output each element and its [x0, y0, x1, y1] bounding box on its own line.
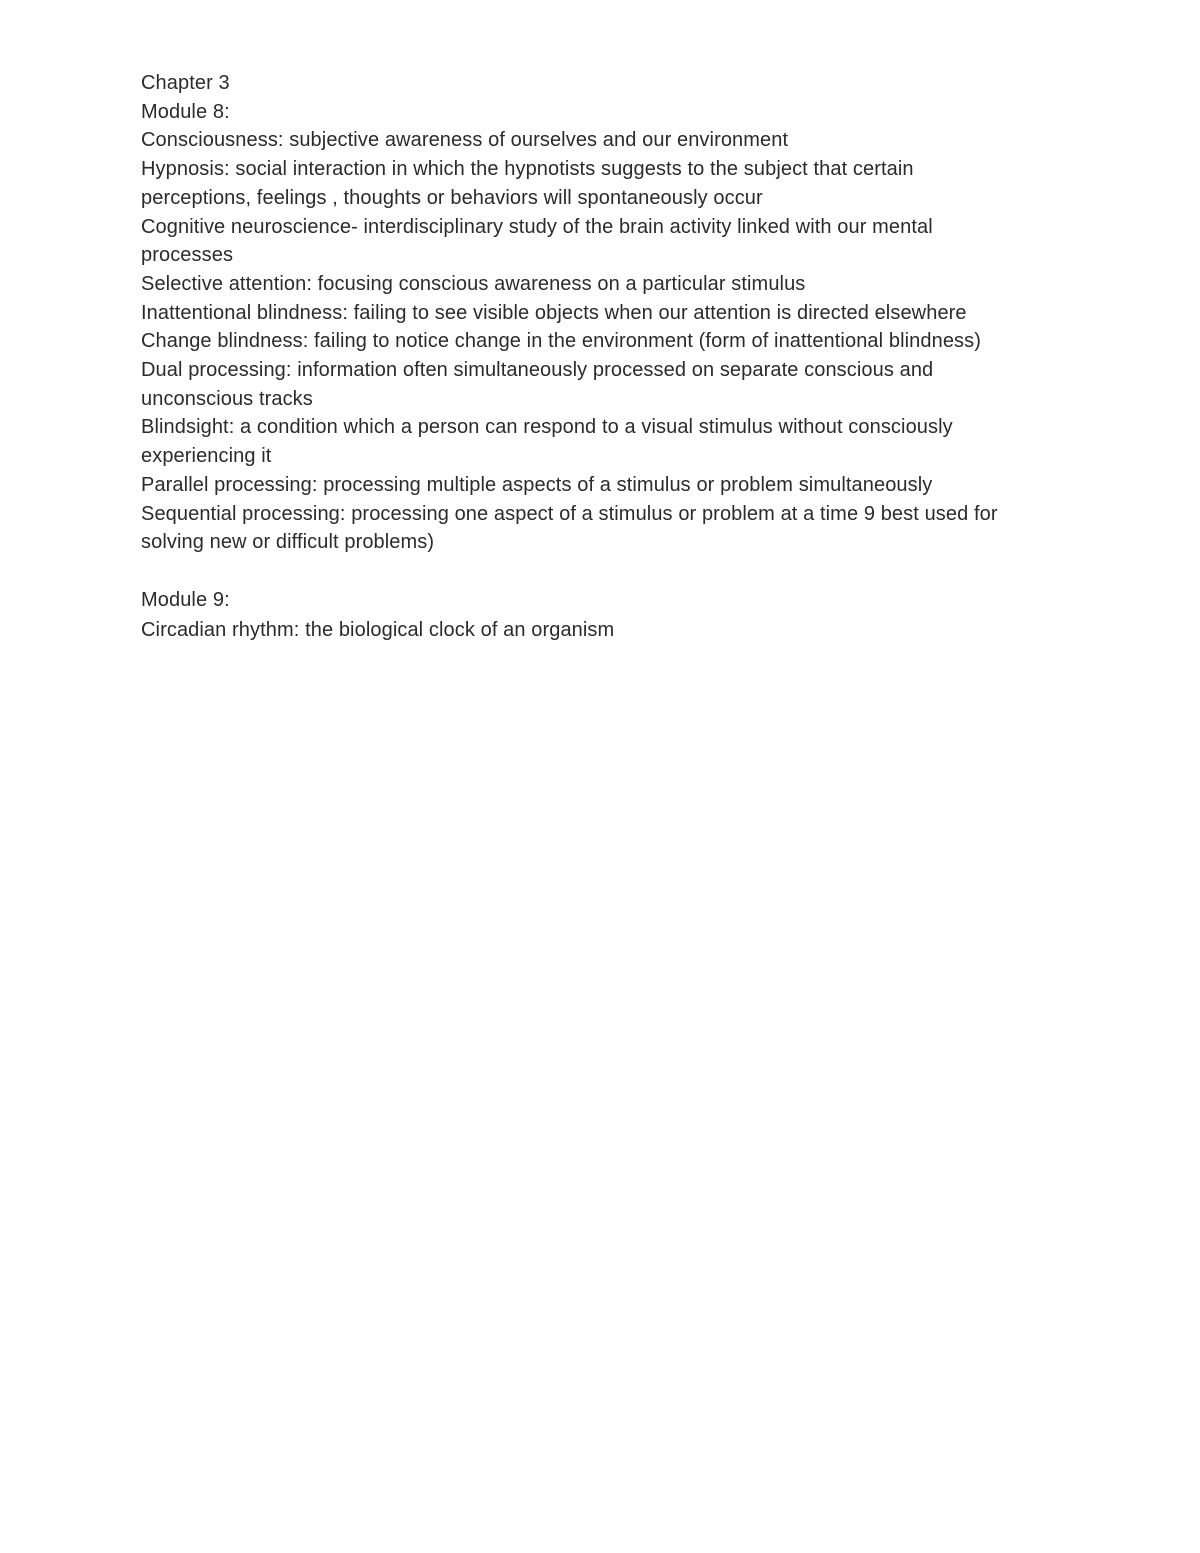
- truncated-line-clip: [141, 614, 1071, 642]
- definition-line: Inattentional blindness: failing to see visible objects when our attention is directed elsewhere: [141, 301, 967, 324]
- definition-line: Selective attention: focusing conscious awareness on a particular stimulus: [141, 272, 806, 295]
- definition-line: solving new or difficult problems): [141, 531, 435, 554]
- definition-line: Sequential processing: processing one aspect of a stimulus or problem at a time 9 best used for: [141, 502, 998, 525]
- definition-line: Dual processing: information often simultaneously processed on separate conscious and: [141, 359, 934, 382]
- definition-line: perceptions, feelings , thoughts or behaviors will spontaneously occur: [141, 186, 763, 209]
- definition-line: unconscious tracks: [141, 387, 313, 410]
- definition-line: experiencing it: [141, 445, 272, 468]
- definition-line: Cognitive neuroscience- interdisciplinary study of the brain activity linked with our mental: [141, 215, 933, 238]
- definition-line: Consciousness: subjective awareness of ourselves and our environment: [141, 129, 789, 152]
- definition-line: Parallel processing: processing multiple aspects of a stimulus or problem simultaneously: [141, 473, 933, 496]
- document-body: [141, 69, 1071, 642]
- definition-line: Hypnosis: social interaction in which the hypnotists suggests to the subject that certain: [141, 158, 914, 181]
- definition-line: Change blindness: failing to notice change in the environment (form of inattentional blindness): [141, 330, 982, 353]
- truncated-definition-line: Circadian rhythm: the biological clock of an organism: [141, 619, 615, 642]
- module-9-heading: Module 9:: [141, 588, 230, 611]
- definition-line: Blindsight: a condition which a person can respond to a visual stimulus without consciously: [141, 416, 953, 439]
- chapter-title: Chapter 3: [141, 72, 230, 94]
- paragraph-spacer: [141, 557, 1071, 586]
- module-8-heading: Module 8:: [141, 100, 230, 123]
- definition-line: processes: [141, 244, 234, 267]
